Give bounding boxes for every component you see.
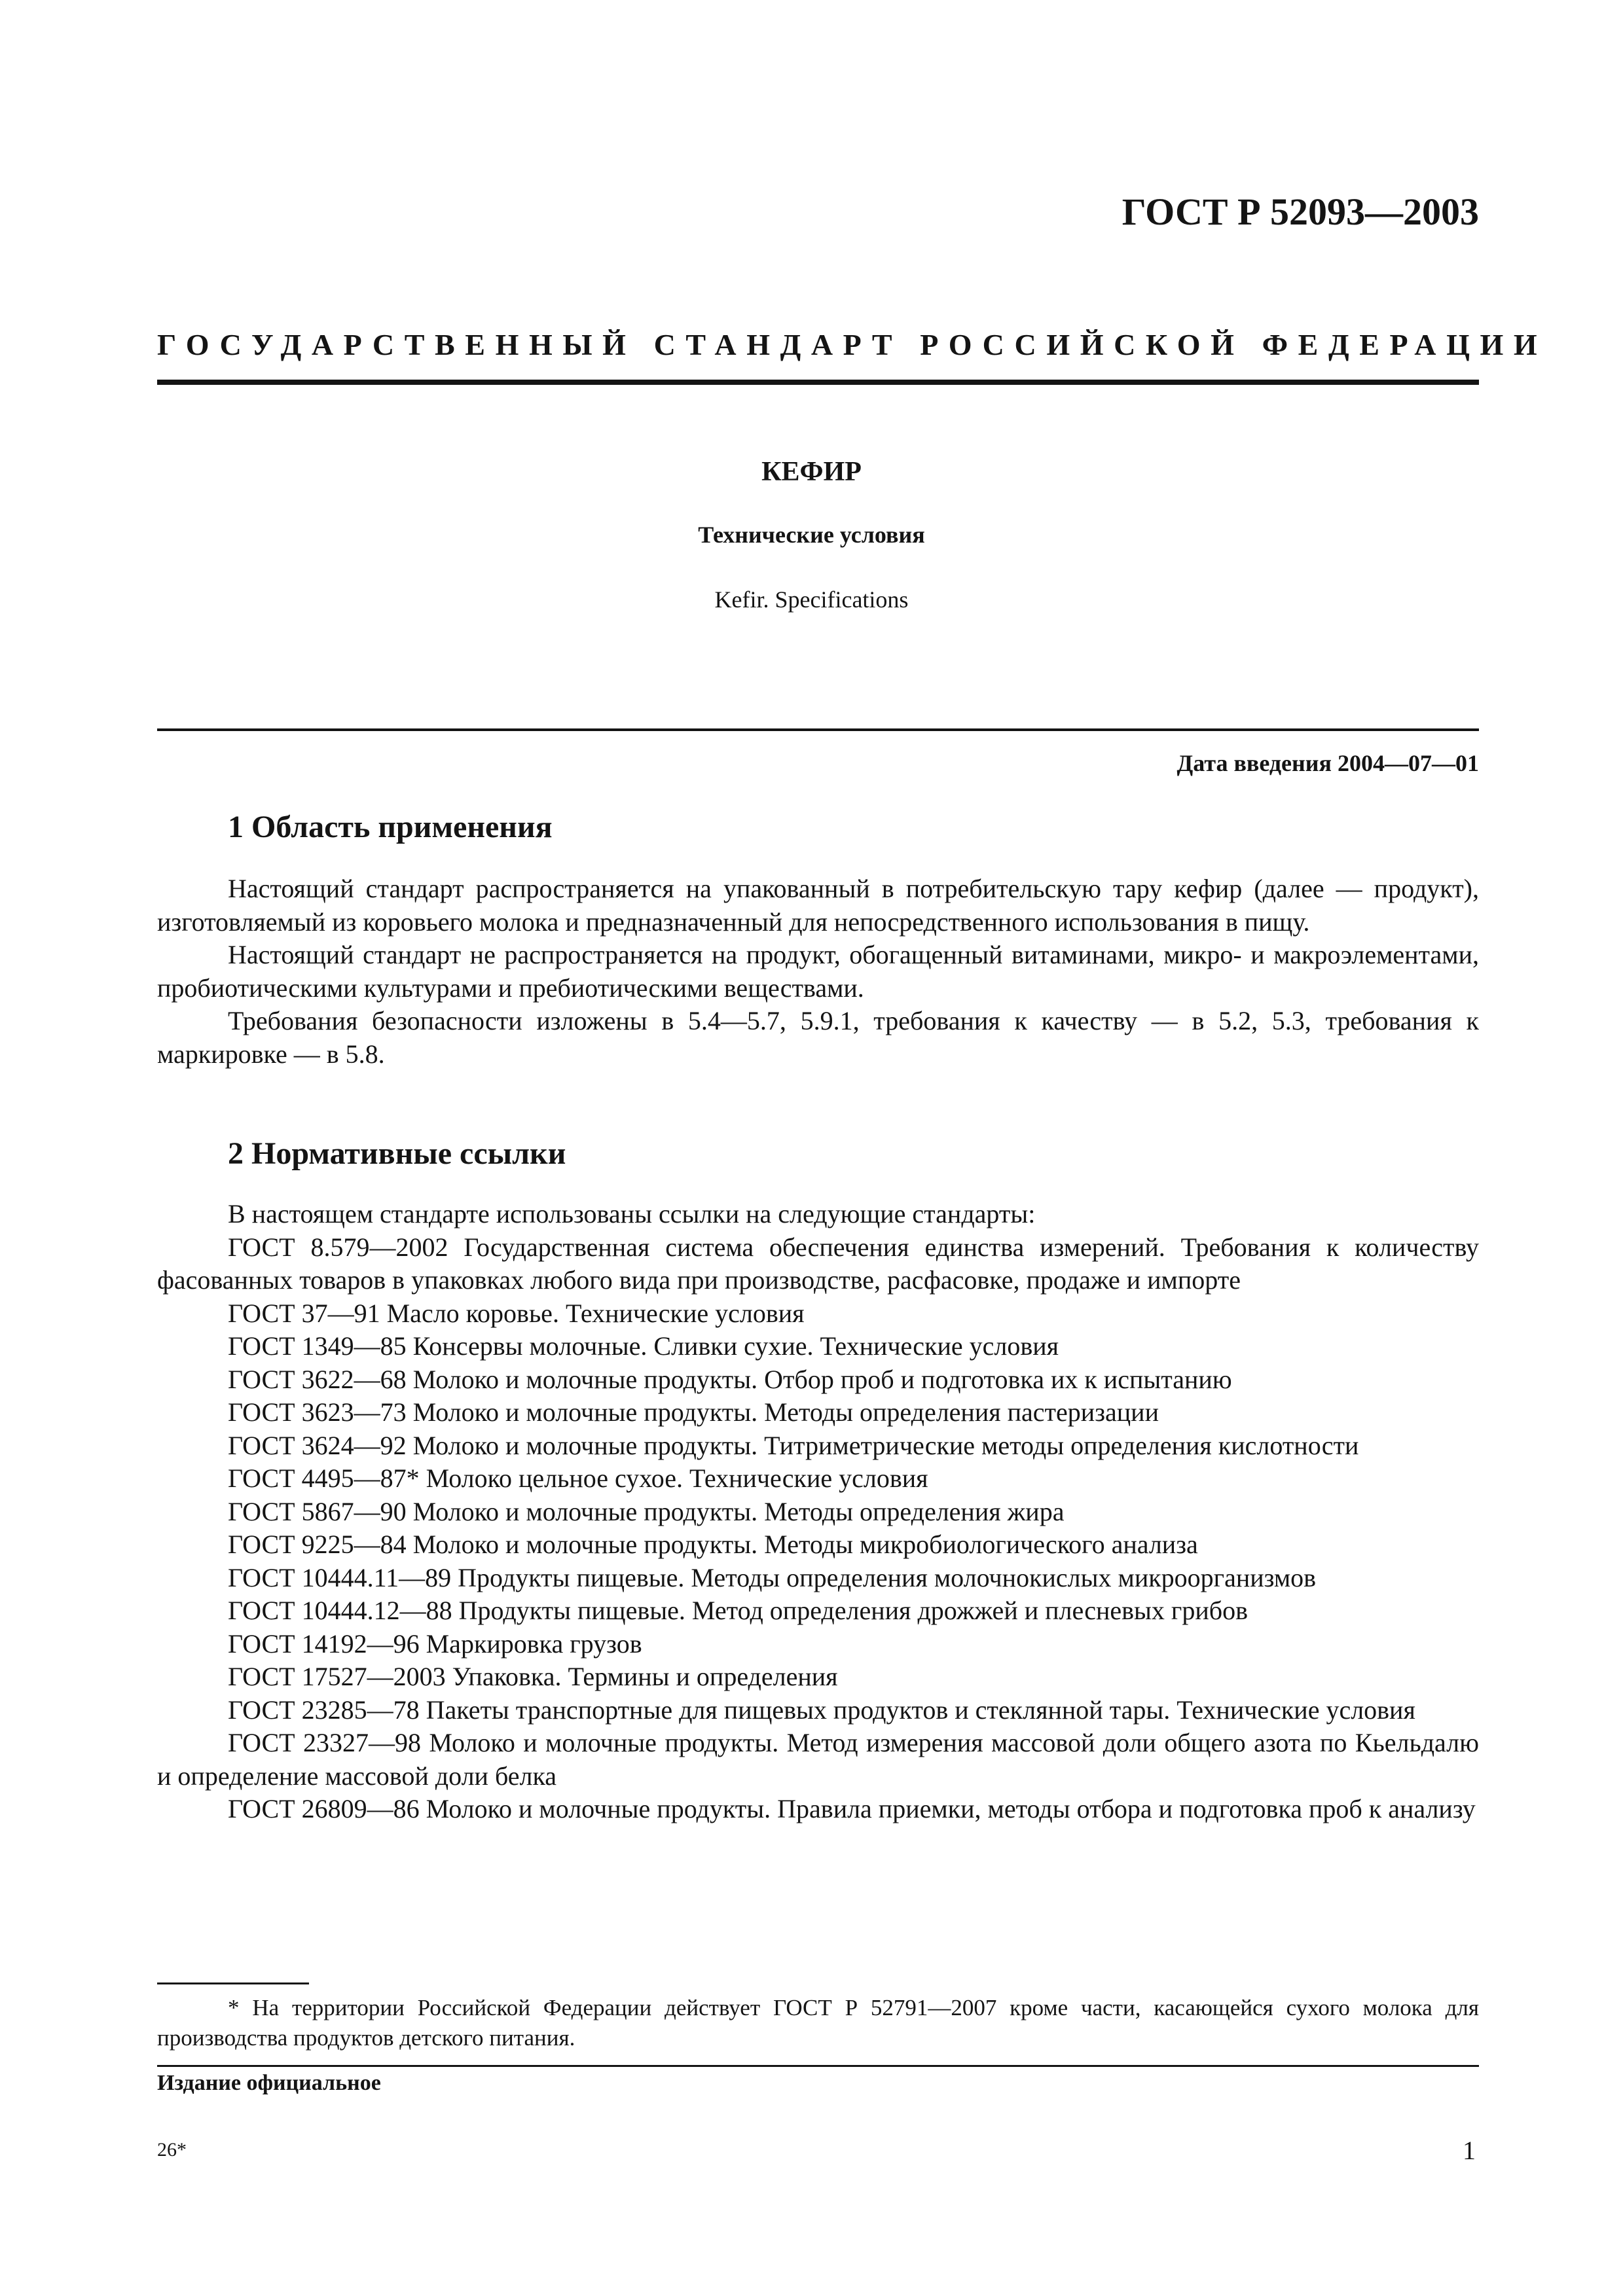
print-mark: 26*: [157, 2139, 187, 2161]
reference-item: ГОСТ 10444.12—88 Продукты пищевые. Метод определения дрожжей и плесневых грибов: [228, 1596, 1248, 1625]
reference-item: ГОСТ 5867—90 Молоко и молочные продукты. Методы определения жира: [228, 1496, 1065, 1526]
section-1-body: [157, 872, 1479, 1071]
reference-item: ГОСТ 3624—92 Молоко и молочные продукты. Титриметрические методы определения кислотности: [228, 1430, 1359, 1460]
footer-rule: [157, 2065, 1479, 2067]
section-1-paragraph: Настоящий стандарт не распространяется на продукт, обогащенный витаминами, микро- и макроэлементами, пробиотическими культурами и пребиотическими веществами.: [157, 940, 1479, 1003]
reference-item: ГОСТ 23327—98 Молоко и молочные продукты. Метод измерения массовой доли общего азота по Кьельдалю и определение массовой доли белка: [157, 1728, 1479, 1791]
reference-item: ГОСТ 4495—87* Молоко цельное сухое. Технические условия: [228, 1463, 928, 1493]
footnote-text: * На территории Российской Федерации действует ГОСТ Р 52791—2007 кроме части, касающейся сухого молока для производства продуктов детского питания.: [157, 1995, 1479, 2051]
reference-item: ГОСТ 3623—73 Молоко и молочные продукты. Методы определения пастеризации: [228, 1397, 1159, 1427]
section-1-paragraph: Настоящий стандарт распространяется на упакованный в потребительскую тару кефир (далее — продукт), изготовляемый из коровьего молока и предназначенный для непосредственного использования в пищу.: [157, 874, 1479, 937]
standard-type-header: ГОСУДАРСТВЕННЫЙ СТАНДАРТ РОССИЙСКОЙ ФЕДЕРАЦИИ: [157, 328, 1548, 361]
document-subtitle: Технические условия: [698, 522, 925, 548]
reference-item: ГОСТ 10444.11—89 Продукты пищевые. Методы определения молочнокислых микроорганизмов: [228, 1562, 1317, 1592]
section-1-heading: 1 Область применения: [228, 810, 553, 844]
document-title: КЕФИР: [761, 457, 862, 487]
footnote: [157, 1993, 1479, 2053]
section-2-body: [157, 1198, 1479, 1826]
reference-item: ГОСТ 17527—2003 Упаковка. Термины и определения: [228, 1662, 838, 1691]
footnote-rule: [157, 1982, 309, 1984]
header-rule: [157, 380, 1479, 385]
reference-item: ГОСТ 14192—96 Маркировка грузов: [228, 1628, 642, 1659]
page-number: 1: [1463, 2136, 1476, 2165]
reference-item: ГОСТ 26809—86 Молоко и молочные продукты. Правила приемки, методы отбора и подготовка проб к анализу: [228, 1794, 1476, 1823]
reference-item: ГОСТ 1349—85 Консервы молочные. Сливки сухие. Технические условия: [228, 1331, 1059, 1361]
document-subtitle-english: Kefir. Specifications: [714, 586, 909, 613]
reference-item: ГОСТ 37—91 Масло коровье. Технические условия: [228, 1298, 805, 1328]
edition-label: Издание официальное: [157, 2071, 381, 2095]
reference-item: ГОСТ 3622—68 Молоко и молочные продукты. Отбор проб и подготовка их к испытанию: [228, 1364, 1232, 1394]
reference-item: ГОСТ 8.579—2002 Государственная система обеспечения единства измерений. Требования к количеству фасованных товаров в упаковках любого вида при производстве, расфасовке, продаже и импорте: [157, 1232, 1479, 1295]
section-1-paragraph: Требования безопасности изложены в 5.4—5.7, 5.9.1, требования к качеству — в 5.2, 5.3, требования к маркировке — в 5.8.: [157, 1006, 1479, 1069]
reference-item: ГОСТ 9225—84 Молоко и молочные продукты. Методы микробиологического анализа: [228, 1530, 1198, 1559]
section-2-heading: 2 Нормативные ссылки: [228, 1136, 566, 1171]
document-number: ГОСТ Р 52093—2003: [1122, 190, 1479, 233]
title-rule: [157, 728, 1479, 731]
reference-item: ГОСТ 23285—78 Пакеты транспортные для пищевых продуктов и стеклянной тары. Технические условия: [228, 1695, 1415, 1725]
introduction-date: Дата введения 2004—07—01: [1176, 750, 1479, 776]
reference-intro: В настоящем стандарте использованы ссылки на следующие стандарты:: [228, 1199, 1036, 1229]
